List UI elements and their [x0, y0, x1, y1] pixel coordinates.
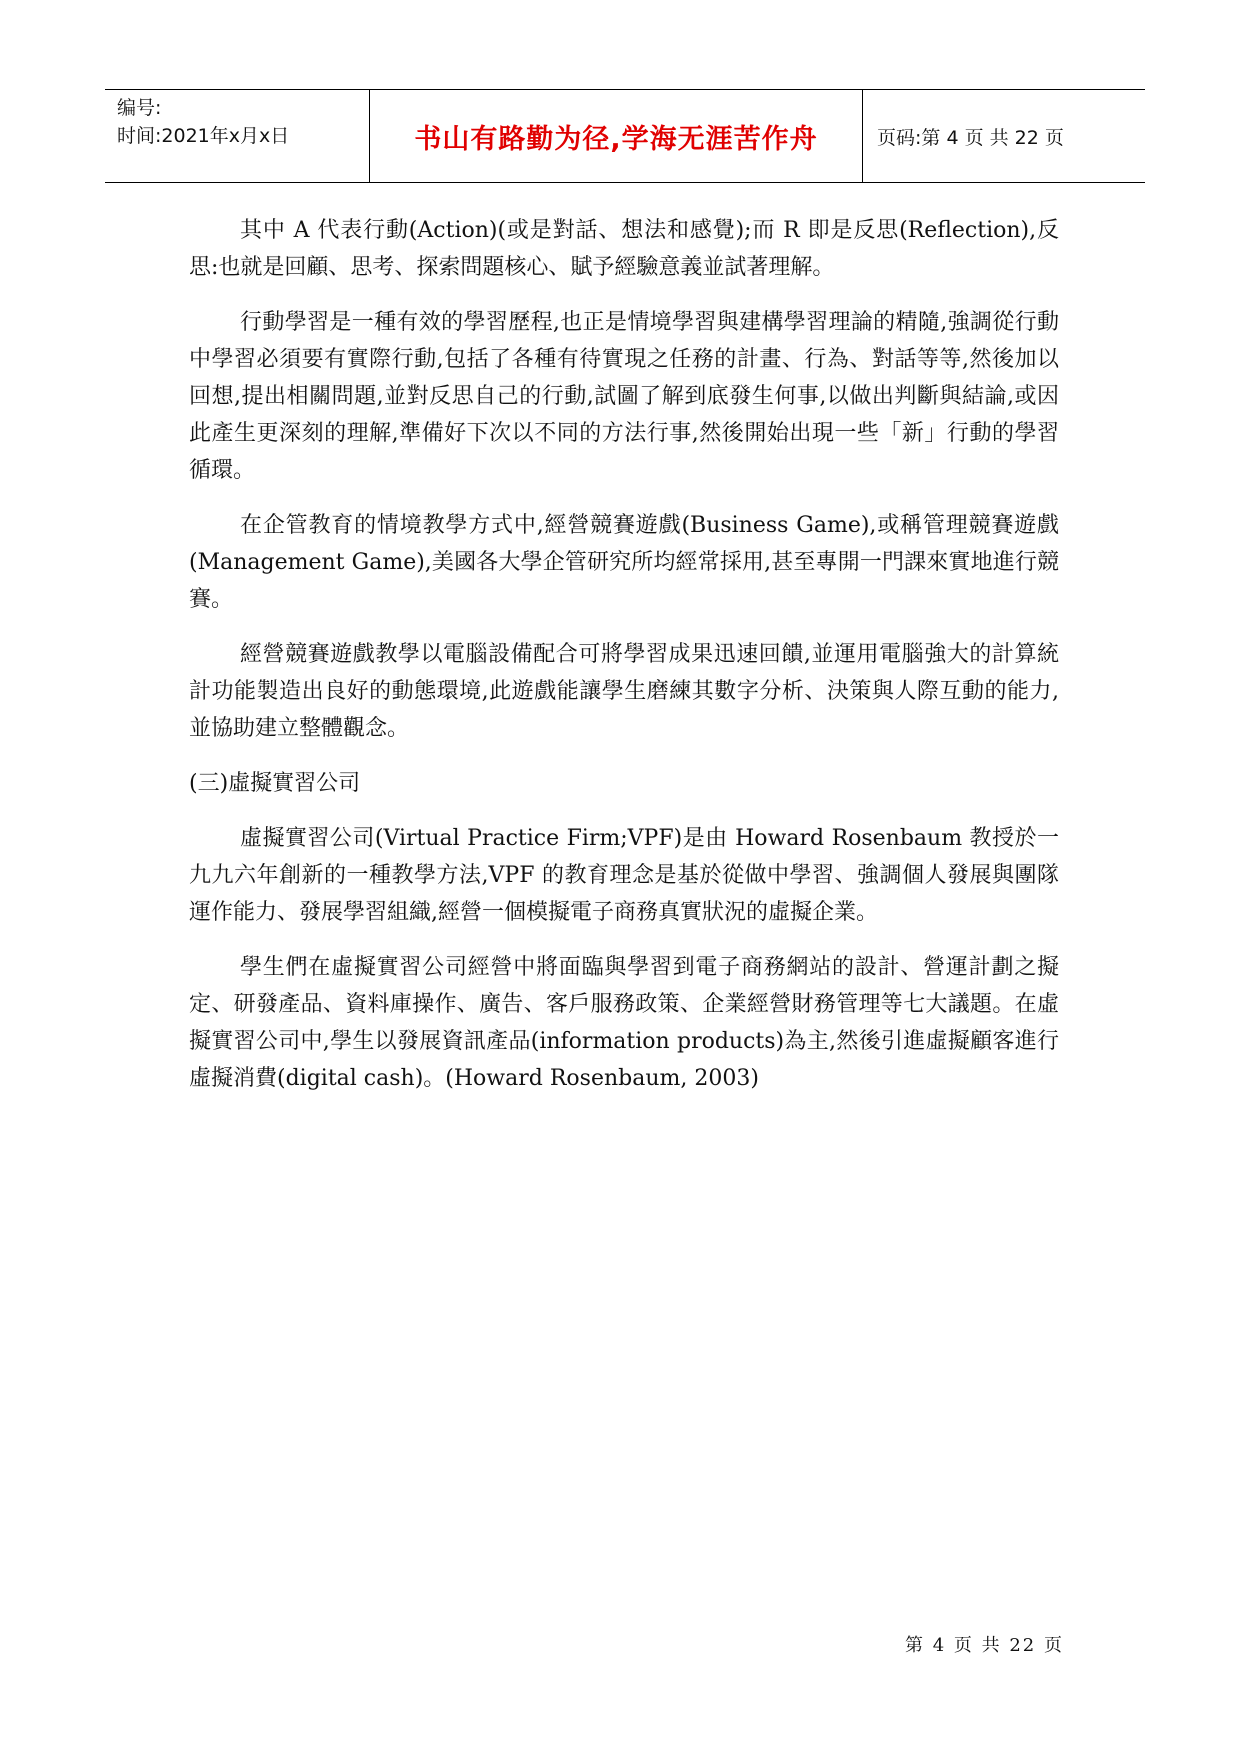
- paragraph-business-game: 在企管教育的情境教學方式中,經營競賽遊戲(Business Game),或稱管理競賽遊戲(Management Game),美國各大學企管研究所均經常採用,甚至專開一門課來實地進行競賽。: [189, 513, 1059, 612]
- document-body: [189, 212, 1059, 1115]
- paragraph-game-teaching: 經營競賽遊戲教學以電腦設備配合可將學習成果迅速回饋,並運用電腦強大的計算統計功能製造出良好的動態環境,此遊戲能讓學生磨練其數字分析、決策與人際互動的能力,並協助建立整體觀念。: [189, 642, 1059, 741]
- paragraph-action-reflection: 其中 A 代表行動(Action)(或是對話、想法和感覺);而 R 即是反思(Reflection),反思:也就是回顧、思考、探索問題核心、賦予經驗意義並試著理解。: [189, 218, 1059, 280]
- document-time-label: 时间:2021年x月x日: [117, 125, 290, 147]
- paragraph-action-learning: 行動學習是一種有效的學習歷程,也正是情境學習與建構學習理論的精隨,強調從行動中學習必須要有實際行動,包括了各種有待實現之任務的計畫、行為、對話等等,然後加以回想,提出相關問題,並對反思自己的行動,試圖了解到底發生何事,以做出判斷與結論,或因此產生更深刻的理解,準備好下次以不同的方法行事,然後開始出現一些「新」行動的學習循環。: [189, 310, 1059, 483]
- header-page-code: 页码:第 4 页 共 22 页: [877, 126, 1064, 149]
- paragraph-vpf-intro: 虛擬實習公司(Virtual Practice Firm;VPF)是由 Howard Rosenbaum 教授於一九九六年創新的一種教學方法,VPF 的教育理念是基於從做中學習、強調個人發展與團隊運作能力、發展學習組織,經營一個模擬電子商務真實狀況的虛擬企業。: [189, 826, 1059, 925]
- page-footer: 第 4 页 共 22 页: [905, 1635, 1064, 1656]
- section-heading-vpf: (三)虛擬實習公司: [189, 771, 361, 796]
- header-motto: 书山有路勤为径,学海无涯苦作舟: [370, 90, 863, 182]
- document-number-label: 编号:: [117, 97, 162, 119]
- header-meta: [105, 90, 370, 182]
- page-header: [105, 89, 1145, 183]
- paragraph-vpf-topics: 學生們在虛擬實習公司經營中將面臨與學習到電子商務網站的設計、營運計劃之擬定、研發產品、資料庫操作、廣告、客戶服務政策、企業經營財務管理等七大議題。在虛擬實習公司中,學生以發展資訊產品(information products)為主,然後引進虛擬顧客進行虛擬消費(digital cash)。(Howard Rosenbaum, 2003): [189, 955, 1059, 1091]
